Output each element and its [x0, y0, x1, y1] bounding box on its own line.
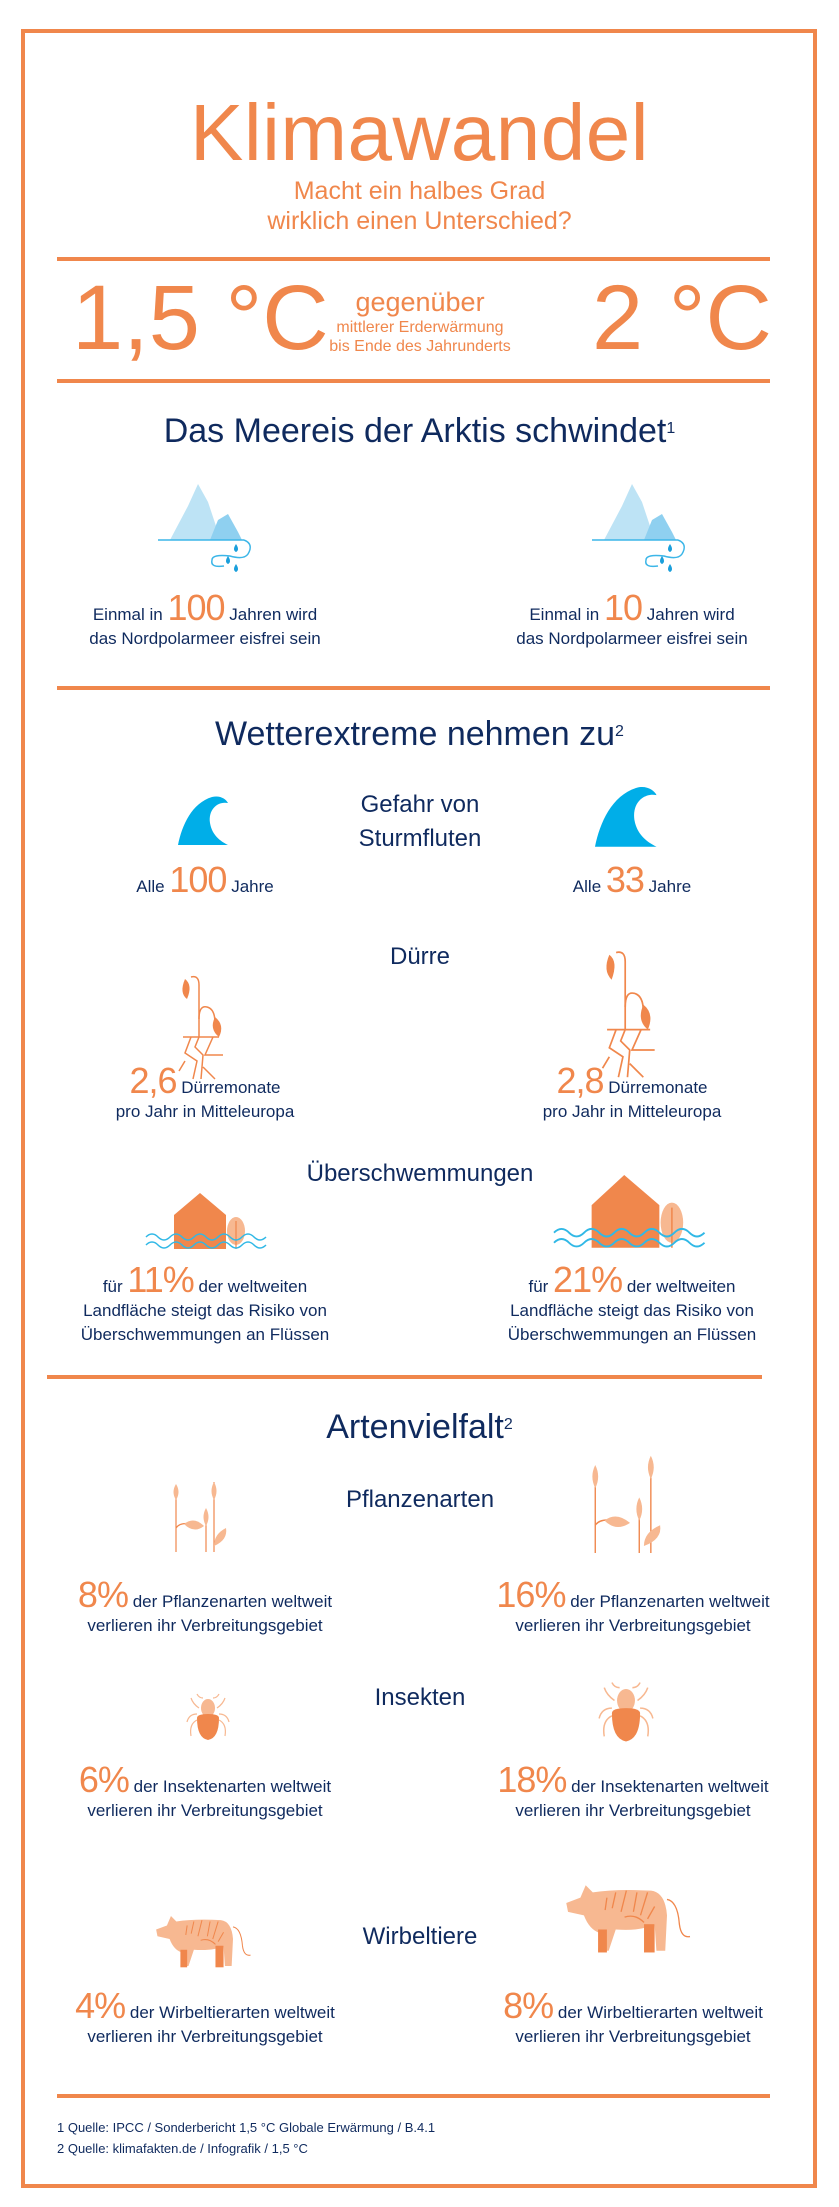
stat-text: der weltweiten [198, 1277, 308, 1296]
stat-text: Dürremonate [181, 1078, 281, 1097]
label-line: Gefahr von [360, 791, 480, 818]
stat-text: Überschwemmungen an Flüssen [507, 1325, 757, 1344]
stat-text: der Wirbeltierarten weltweit [557, 2003, 763, 2022]
heading-text: Artenvielfalt [326, 1408, 504, 1446]
stat-text: Jahre [648, 877, 692, 896]
flood-label: Überschwemmungen [306, 1160, 534, 1187]
section-divider [47, 1375, 762, 1379]
flooded-house-icon [554, 1175, 702, 1249]
vertebrates-stat-right [468, 1985, 798, 2049]
stat-text: pro Jahr in Mitteleuropa [542, 1102, 722, 1121]
stat-text: verlieren ihr Verbreitungsgebiet [87, 1801, 323, 1820]
stat-text: der weltweiten [626, 1277, 736, 1296]
footer-divider [57, 2094, 770, 2098]
stat-text: pro Jahr in Mitteleuropa [115, 1102, 295, 1121]
stat-text: für [102, 1277, 123, 1296]
storm-stat-right [482, 859, 782, 900]
value-1-5-degrees: 1,5 °C [72, 267, 329, 369]
heading-text: Das Meereis der Arktis schwindet [163, 412, 667, 450]
plants-stat-left [45, 1574, 365, 1638]
flood-stat-right [467, 1259, 797, 1347]
stat-text: verlieren ihr Verbreitungsgebiet [87, 1616, 323, 1635]
stat-text: der Wirbeltierarten weltweit [129, 2003, 335, 2022]
label-line: Sturmfluten [358, 825, 482, 852]
stat-text: das Nordpolarmeer eisfrei sein [89, 629, 321, 648]
stat-value: 4% [75, 1985, 126, 2026]
section-heading-biodiversity [0, 1407, 839, 1447]
plants-label: Pflanzenarten [345, 1486, 495, 1513]
header-rule-bottom [57, 379, 770, 383]
stat-value: 100 [167, 587, 225, 628]
stat-text: verlieren ihr Verbreitungsgebiet [515, 1616, 751, 1635]
versus-note-line-1: mittlerer Erderwärmung [336, 319, 504, 336]
insects-label: Insekten [374, 1684, 466, 1711]
vertebrates-label: Wirbeltiere [362, 1923, 478, 1950]
insects-stat-right [468, 1759, 798, 1823]
stat-text: Einmal in [92, 605, 163, 624]
storm-label [300, 788, 540, 856]
stat-value: 6% [78, 1759, 129, 1800]
stat-text: verlieren ihr Verbreitungsgebiet [515, 1801, 751, 1820]
versus-block [300, 286, 540, 356]
section-heading-arctic [0, 411, 839, 451]
stat-text: der Insektenarten weltweit [133, 1777, 332, 1796]
insects-stat-left [45, 1759, 365, 1823]
storm-stat-left [55, 859, 355, 900]
iceberg-melting-icon [592, 484, 686, 576]
stat-text: Überschwemmungen an Flüssen [80, 1325, 330, 1344]
page-subtitle [0, 176, 839, 236]
stat-text: das Nordpolarmeer eisfrei sein [516, 629, 748, 648]
arctic-stat-right [482, 587, 782, 651]
insect-icon [594, 1680, 658, 1744]
subtitle-line-2: wirklich einen Unterschied? [267, 207, 572, 235]
vertebrates-stat-left [40, 1985, 370, 2049]
tiger-icon [560, 1880, 698, 1956]
stat-text: für [528, 1277, 549, 1296]
drought-label: Dürre [389, 943, 450, 970]
stat-text: Jahren wird [646, 605, 735, 624]
stat-value: 21% [553, 1259, 623, 1300]
insect-icon [183, 1692, 233, 1742]
stat-text: der Insektenarten weltweit [571, 1777, 769, 1796]
stat-text: Jahre [231, 877, 274, 896]
stat-value: 100 [169, 859, 227, 900]
versus-label: gegenüber [355, 287, 485, 317]
footnote-ref: 2 [503, 1416, 513, 1433]
stat-text: verlieren ihr Verbreitungsgebiet [87, 2027, 323, 2046]
stat-value: 8% [77, 1574, 128, 1615]
subtitle-line-1: Macht ein halbes Grad [293, 177, 546, 205]
stat-value: 8% [503, 1985, 554, 2026]
stat-text: Alle [136, 877, 165, 896]
iceberg-melting-icon [158, 484, 252, 576]
footnote-ref: 2 [615, 723, 624, 740]
section-heading-weather [0, 714, 839, 754]
footnote-ref: 1 [666, 420, 676, 437]
flooded-house-icon [146, 1193, 264, 1249]
stat-text: Alle [572, 877, 602, 896]
versus-note-line-2: bis Ende des Jahrunderts [329, 338, 511, 355]
stat-value: 11% [127, 1259, 194, 1300]
stat-text: der Pflanzenarten weltweit [570, 1592, 770, 1611]
heading-text: Wetterextreme nehmen zu [215, 715, 616, 753]
plants-stat-right [468, 1574, 798, 1638]
plant-sprouts-icon [170, 1482, 242, 1552]
stat-value: 10 [604, 587, 643, 628]
stat-text: Jahren wird [229, 605, 318, 624]
stat-text: der Pflanzenarten weltweit [132, 1592, 333, 1611]
stat-text: Landfläche steigt das Risiko von [83, 1301, 327, 1320]
footnote-2: 2 Quelle: klimafakten.de / Infografik / 1,5 °C [57, 2141, 308, 2156]
stat-text: Landfläche steigt das Risiko von [510, 1301, 754, 1320]
stat-text: Dürremonate [608, 1078, 708, 1097]
section-divider [57, 686, 770, 690]
footnotes [57, 2117, 435, 2159]
drought-stat-right [482, 1060, 782, 1124]
stat-value: 2,8 [556, 1060, 604, 1101]
stat-value: 33 [605, 859, 644, 900]
stat-value: 16% [496, 1574, 566, 1615]
tiger-icon [152, 1912, 256, 1970]
value-2-degrees: 2 °C [592, 267, 772, 369]
stat-text: verlieren ihr Verbreitungsgebiet [515, 2027, 751, 2046]
drought-stat-left [55, 1060, 355, 1124]
flood-stat-left [40, 1259, 370, 1347]
stat-value: 2,6 [129, 1060, 177, 1101]
stat-text: Einmal in [529, 605, 600, 624]
header-rule-top [57, 257, 770, 261]
page-title: Klimawandel [189, 88, 650, 177]
stat-value: 18% [497, 1759, 567, 1800]
wave-icon [595, 785, 659, 847]
wave-icon [178, 795, 230, 845]
footnote-1: 1 Quelle: IPCC / Sonderbericht 1,5 °C Globale Erwärmung / B.4.1 [57, 2120, 436, 2135]
arctic-stat-left [55, 587, 355, 651]
plant-sprouts-icon [588, 1465, 672, 1553]
